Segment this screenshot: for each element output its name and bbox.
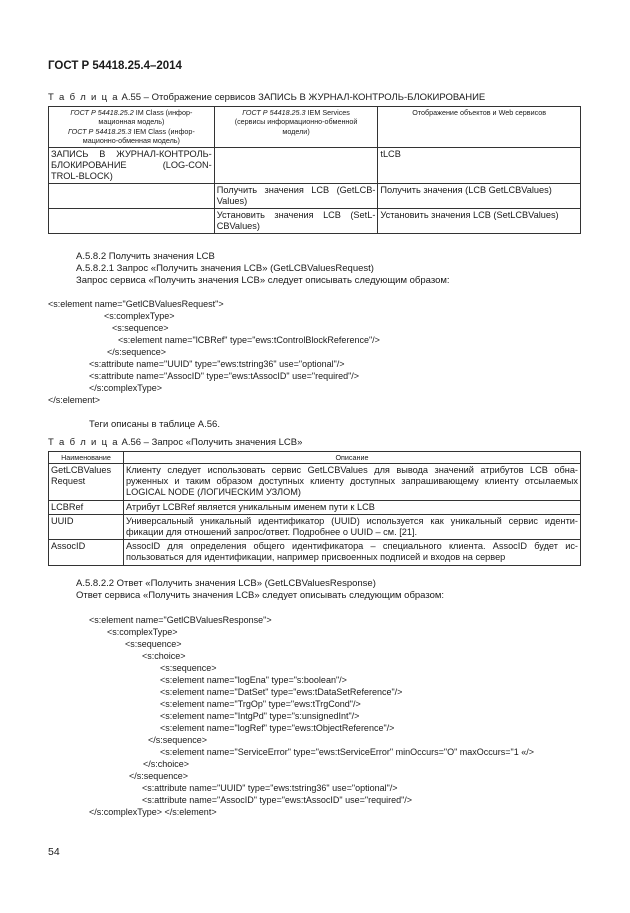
table55-cell xyxy=(49,208,215,233)
table56-row xyxy=(49,514,581,539)
code2-line: <s:element name="DatSet" type="ews:tDataSetReference"/> xyxy=(160,687,403,697)
table55-caption xyxy=(48,92,485,103)
table56-cell-name: UUID xyxy=(49,514,124,539)
table56-cell-name: LCBRef xyxy=(49,500,124,514)
code1-line: </s:complexType> xyxy=(89,383,163,393)
table56-cell-desc: AssocID для определения общего идентификатора – специального клиента. AssocID будет ис- пользоваться для идентификации, например присвоенных подписей и входов на сервер xyxy=(123,540,580,565)
table55-row xyxy=(49,183,581,208)
table55-head-col2: ГОСТ Р 54418.25.3 IEM Services (сервисы информационно-обменной модели) xyxy=(214,107,378,148)
table55-cell: ЗАПИСЬ В ЖУРНАЛ-КОНТРОЛЬ- БЛОКИРОВАНИЕ (LOG-CON- TROL-BLOCK) xyxy=(49,147,215,183)
code2-line: <s:choice> xyxy=(142,651,186,661)
section1-heading: А.5.8.2 Получить значения LCB xyxy=(76,251,215,262)
section1-paragraph: Запрос сервиса «Получить значения LCB» следует описывать следующим образом: xyxy=(76,275,450,286)
table56-head-name: Наименование xyxy=(49,452,124,464)
table55-cell: Получить значения LCB (GetLCB- Values) xyxy=(214,183,378,208)
code2-line: <s:element name="ServiceError" type="ews:tServiceError" minOccurs="O" maxOccurs="1 «/> xyxy=(160,747,534,757)
table56-caption xyxy=(48,437,302,448)
code2-line: <s:attribute name="AssocID" type="ews:tAssocID" use="required"/> xyxy=(142,795,413,805)
table55-head-col3: Отображение объектов и Web сервисов xyxy=(378,107,581,148)
table56-caption-text: А.56 – Запрос «Получить значения LCB» xyxy=(121,437,303,448)
table56-cell-desc: Атрибут LCBRef является уникальным именем пути к LCB xyxy=(123,500,580,514)
code1-line: <s:attribute name="AssocID" type="ews:tAssocID" use="required"/> xyxy=(89,371,360,381)
code2-line: <s:attribute name="UUID" type="ews:tstring36" use="optional"/> xyxy=(142,783,398,793)
code2-line: <s:element name="logEna" type="s:boolean"/> xyxy=(160,675,347,685)
code1-line: <s:element name="GetlCBValuesRequest"> xyxy=(48,299,224,309)
table55-head-col1: ГОСТ Р 54418.25.2 IM Class (инфор- мационная модель) ГОСТ Р 54418.25.3 IEM Class (инфор- мационно-обменная модель) xyxy=(49,107,215,148)
table55-header-row xyxy=(49,107,581,148)
code2-line: <s:complexType> xyxy=(107,627,178,637)
table56-row xyxy=(49,500,581,514)
code2-line: </s:sequence> xyxy=(148,735,208,745)
table56-row xyxy=(49,540,581,565)
code2-line: <s:element name="TrgOp" type="ews:tTrgCond"/> xyxy=(160,699,361,709)
table55-caption-prefix: Т а б л и ц а xyxy=(48,92,119,103)
code1-line: <s:sequence> xyxy=(112,323,169,333)
table56-header-row xyxy=(49,452,581,464)
table56-cell-desc: Универсальный уникальный идентификатор (UUID) используется как уникальный сервис иденти- фикации для отношений запрос/ответ. Подробнее о UUID – см. [21]. xyxy=(123,514,580,539)
code1-line: <s:complexType> xyxy=(104,311,175,321)
code2-line: <s:sequence> xyxy=(160,663,217,673)
document-header: ГОСТ Р 54418.25.4–2014 xyxy=(48,60,182,72)
table55-cell: tLCB xyxy=(378,147,581,183)
code2-line: <s:element name="logRef" type="ews:tObjectReference"/> xyxy=(160,723,395,733)
code1-line: <s:element name="lCBRef" type="ews:tControlBlockReference"/> xyxy=(118,335,380,345)
code1-line: <s:attribute name="UUID" type="ews:tstring36" use="optional"/> xyxy=(89,359,345,369)
tags-note: Теги описаны в таблице А.56. xyxy=(89,419,220,430)
table55 xyxy=(48,106,581,234)
table55-cell: Установить значения LCB (SetL- CBValues) xyxy=(214,208,378,233)
code2-line: </s:complexType> </s:element> xyxy=(89,807,217,817)
section2-heading: А.5.8.2.2 Ответ «Получить значения LCB» (GetLCBValuesResponse) xyxy=(76,578,376,589)
section1-subheading: А.5.8.2.1 Запрос «Получить значения LCB» (GetLCBValuesRequest) xyxy=(76,263,374,274)
table55-cell xyxy=(214,147,378,183)
section2-paragraph: Ответ сервиса «Получить значения LCB» следует описывать следующим образом: xyxy=(76,590,445,601)
table56-cell-name: AssocID xyxy=(49,540,124,565)
table56 xyxy=(48,451,581,566)
table56-caption-prefix: Т а б л и ц а xyxy=(48,437,119,448)
table56-row xyxy=(49,464,581,501)
table55-cell: Установить значения LCB (SetLCBValues) xyxy=(378,208,581,233)
table55-row xyxy=(49,147,581,183)
page-number: 54 xyxy=(48,846,60,858)
table55-cell xyxy=(49,183,215,208)
code1-line: </s:sequence> xyxy=(107,347,167,357)
code2-line: <s:element name="IntgPd" type="s:unsignedInt"/> xyxy=(160,711,360,721)
table56-cell-name: GetLCBValues Request xyxy=(49,464,124,501)
code1-line: </s:element> xyxy=(48,395,101,405)
table56-head-desc: Описание xyxy=(123,452,580,464)
code2-line: </s:sequence> xyxy=(129,771,189,781)
table56-cell-desc: Клиенту следует использовать сервис GetLCBValues для вывода значений атрибутов LCB обна- руженных и таким образом доступных клиенту доступных запрашивающему клиенту отсылаемых LOGICAL NODE (ЛОГИЧЕСКИМ УЗЛОМ) xyxy=(123,464,580,501)
code2-line: <s:sequence> xyxy=(125,639,182,649)
code2-line: </s:choice> xyxy=(143,759,190,769)
table55-caption-text: А.55 – Отображение сервисов ЗАПИСЬ В ЖУРНАЛ-КОНТРОЛЬ-БЛОКИРОВАНИЕ xyxy=(121,92,486,103)
table55-row xyxy=(49,208,581,233)
table55-cell: Получить значения (LCB GetLCBValues) xyxy=(378,183,581,208)
code2-line: <s:element name="GetlCBValuesResponse"> xyxy=(89,615,272,625)
